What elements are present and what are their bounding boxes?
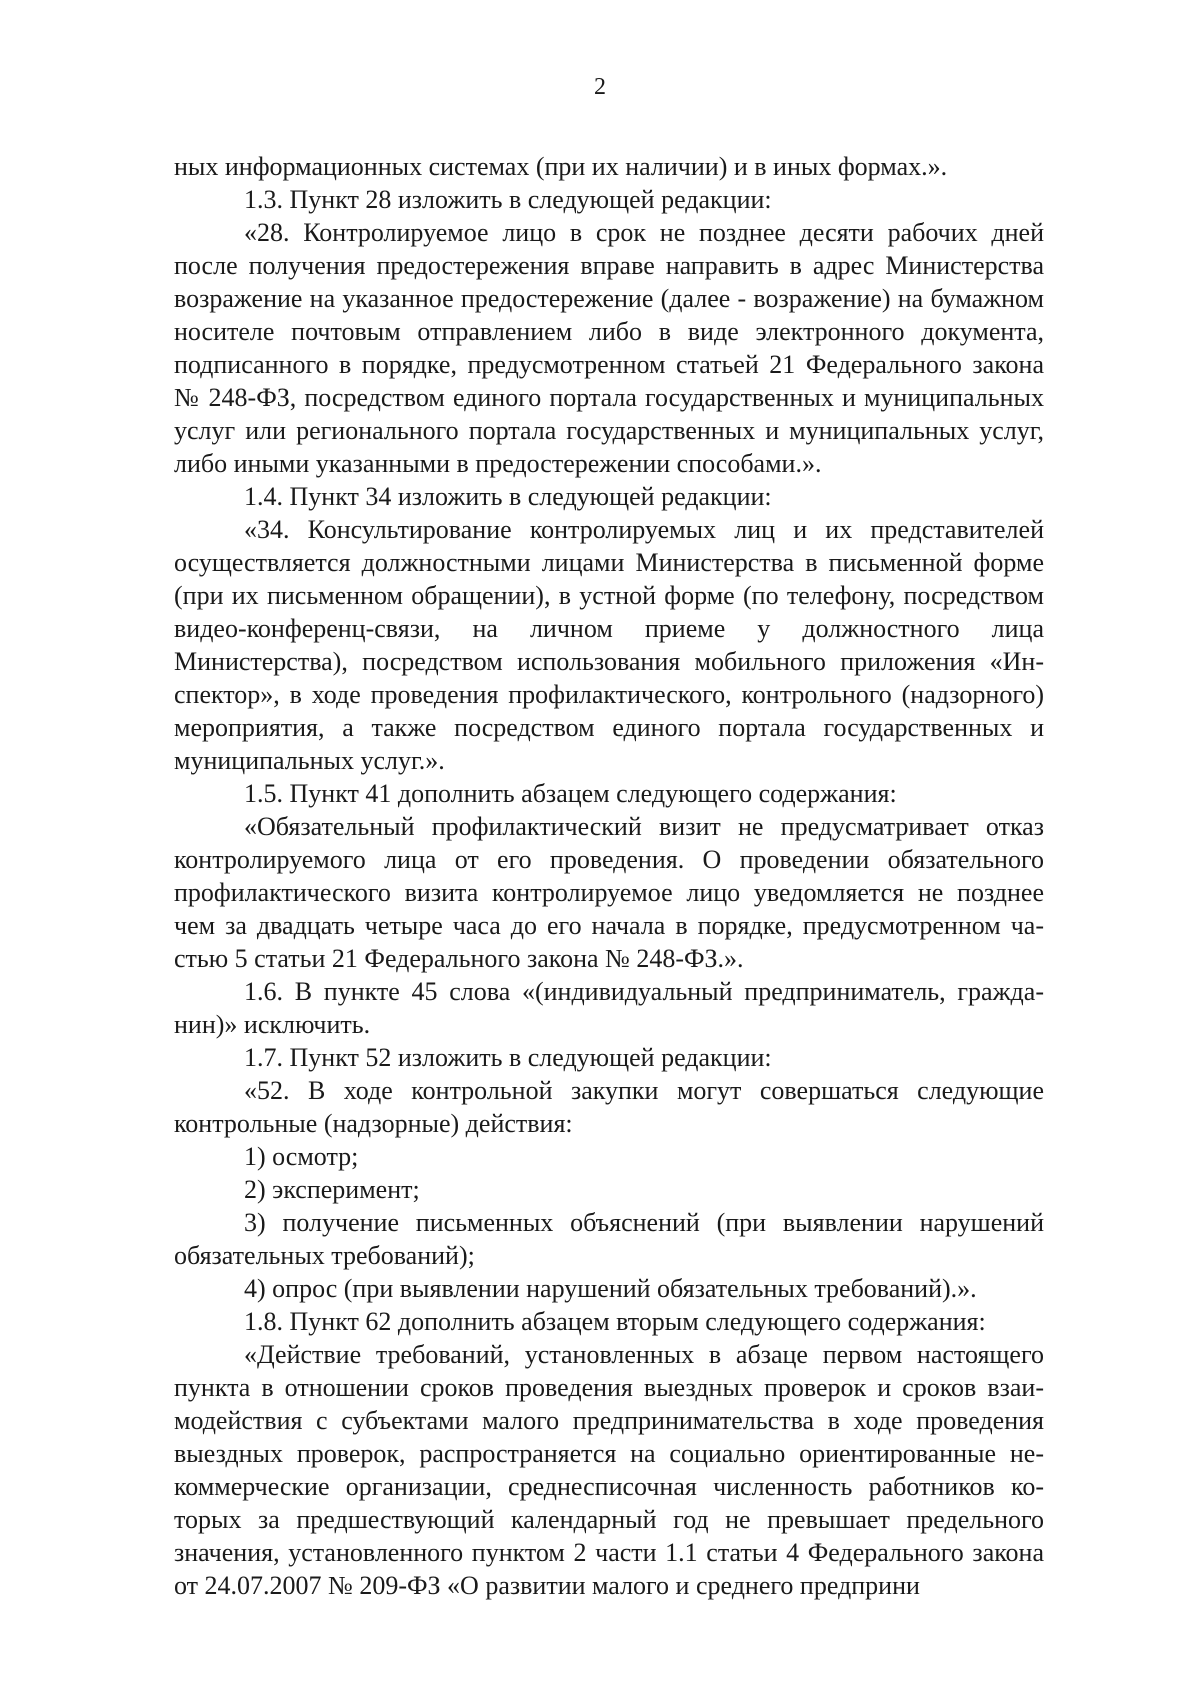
page-number: 2 bbox=[594, 74, 606, 100]
paragraph-item-1-7: 1.7. Пункт 52 изложить в следующей редакции: bbox=[244, 1043, 772, 1072]
document-body bbox=[174, 150, 1044, 1602]
paragraph-quote-28: «28. Контролируемое лицо в срок не позднее десяти рабочих дней после получения предостережения вправе направить в адрес Министерства возражение на указанное предостережение (далее - возражение) на бумажном носителе почтовым отправлением либо в виде электронного документа, подписанного в порядке, предусмотренном статьей 21 Федерального закона № 248-ФЗ, посредством единого портала государственных и муниципальных услуг или регионального портала государственных и муниципальных услуг, либо иными указанными в предостережении способами.». bbox=[174, 218, 1044, 478]
list-item-4: 4) опрос (при выявлении нарушений обязательных требований).». bbox=[244, 1274, 977, 1303]
list-item-2: 2) эксперимент; bbox=[244, 1175, 420, 1204]
list-item-1: 1) осмотр; bbox=[244, 1142, 359, 1171]
paragraph-quote-34: «34. Консультирование контролируемых лиц и их представителей осуществляется должностными лицами Министерства в письменной форме (при их письменном обращении), в устной форме (по телефону, посредством видео-конференц-связи, на личном приеме у должностного лица Министерства), посредством использования мобильного приложения «Инспектор», в ходе проведения профилактического, контрольного (надзорного) мероприятия, а также посредством единого портала государственных и муниципальных услуг.». bbox=[174, 515, 1044, 775]
paragraph-quote-62: «Действие требований, установленных в абзаце первом настоящего пункта в отношении сроков проведения выездных проверок и сроков взаимодействия с субъектами малого предпринимательства в ходе проведения выездных проверок, распространяется на социально ориентированные некоммерческие организации, среднесписочная численность работников которых за предшествующий календарный год не превышает предельного значения, установленного пунктом 2 части 1.1 статьи 4 Федерального закона от 24.07.2007 № 209-ФЗ «О развитии малого и среднего предприни bbox=[174, 1340, 1044, 1600]
paragraph-item-1-3: 1.3. Пункт 28 изложить в следующей редакции: bbox=[244, 185, 772, 214]
paragraph-quote-41: «Обязательный профилактический визит не предусматривает отказ контролируемого лица от его проведения. О проведении обязательного профилактического визита контролируемое лицо уведомляется не позднее чем за двадцать четыре часа до его начала в порядке, предусмотренном частью 5 статьи 21 Федерального закона № 248-ФЗ.». bbox=[174, 812, 1044, 973]
paragraph-item-1-8: 1.8. Пункт 62 дополнить абзацем вторым следующего содержания: bbox=[244, 1307, 986, 1336]
paragraph-quote-52: «52. В ходе контрольной закупки могут совершаться следующие контрольные (надзорные) действия: bbox=[174, 1076, 1044, 1138]
paragraph-item-1-4: 1.4. Пункт 34 изложить в следующей редакции: bbox=[244, 482, 772, 511]
paragraph-continuation: ных информационных системах (при их наличии) и в иных формах.». bbox=[174, 152, 948, 181]
list-item-3: 3) получение письменных объяснений (при выявлении нарушений обязательных требований); bbox=[174, 1208, 1044, 1270]
paragraph-item-1-5: 1.5. Пункт 41 дополнить абзацем следующего содержания: bbox=[244, 779, 897, 808]
paragraph-item-1-6: 1.6. В пункте 45 слова «(индивидуальный предприниматель, гражданин)» исключить. bbox=[174, 977, 1044, 1039]
